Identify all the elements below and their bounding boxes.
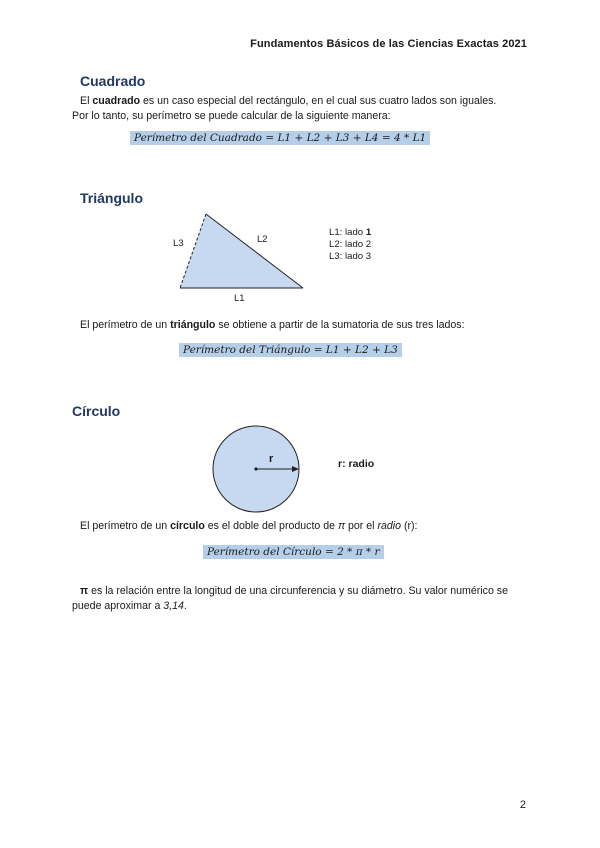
paragraph-triangulo-pre: El perímetro de un [80,319,171,331]
paragraph-circulo-radio: radio [377,520,402,532]
legend-l1-text: : lado [339,227,366,238]
formula-cuadrado: Perímetro del Cuadrado = L1 + L2 + L3 + L4 = 4 * L1 [130,131,430,145]
paragraph-cuadrado-pre: El [80,95,93,107]
triangle-label-l3: L3 [173,238,184,249]
paragraph-pi [72,584,542,614]
paragraph-triangulo-bold: triángulo [170,319,216,331]
legend-l1-num: 1 [365,227,372,238]
triangle-label-l2: L2 [257,234,268,245]
legend-l1 [329,227,371,239]
paragraph-cuadrado-post: es un caso especial del rectángulo, en el cual sus cuatro lados son iguales. [140,95,497,107]
paragraph-cuadrado [72,94,542,124]
paragraph-circulo-pre: El perímetro de un [80,520,171,532]
paragraph-pi-text: es la relación entre la longitud de una circunferencia y su diámetro. Su valor numérico se [88,585,508,597]
triangle-label-l1: L1 [234,293,245,304]
circle-legend: r: radio [338,458,375,470]
paragraph-pi-line2-post: . [183,600,187,612]
paragraph-circulo-post: (r): [401,520,418,532]
formula-circulo: Perímetro del Círculo = 2 * π * r [203,545,384,559]
paragraph-circulo-pi: π [337,520,346,532]
document-header-title: Fundamentos Básicos de las Ciencias Exactas 2021 [250,38,527,50]
heading-triangulo: Triángulo [80,190,143,206]
circle-figure [210,423,302,515]
paragraph-triangulo-post: se obtiene a partir de la sumatoria de sus tres lados: [215,319,465,331]
heading-circulo: Círculo [72,403,121,419]
triangle-shape [180,214,303,288]
paragraph-circulo-bold: círculo [170,520,205,532]
paragraph-cuadrado-bold: cuadrado [92,95,141,107]
paragraph-circulo-mid2: por el [345,520,378,532]
circle-radius-label: r [269,453,274,465]
legend-l3: L3: lado 3 [329,251,372,262]
paragraph-pi-symbol: π [80,585,89,597]
legend-l2: L2: lado 2 [329,239,372,250]
heading-cuadrado: Cuadrado [80,73,146,89]
paragraph-pi-value: 3,14 [163,600,184,612]
paragraph-circulo [80,519,418,534]
paragraph-triangulo [80,318,465,333]
paragraph-cuadrado-line2: Por lo tanto, su perímetro se puede calcular de la siguiente manera: [72,110,391,122]
paragraph-pi-line2-pre: puede aproximar a [72,600,164,612]
formula-triangulo: Perímetro del Triángulo = L1 + L2 + L3 [179,343,402,357]
page-number: 2 [519,799,526,811]
paragraph-circulo-mid: es el doble del producto de [204,520,338,532]
legend-l1-code: L1 [329,227,340,238]
triangle-legend [329,227,371,263]
